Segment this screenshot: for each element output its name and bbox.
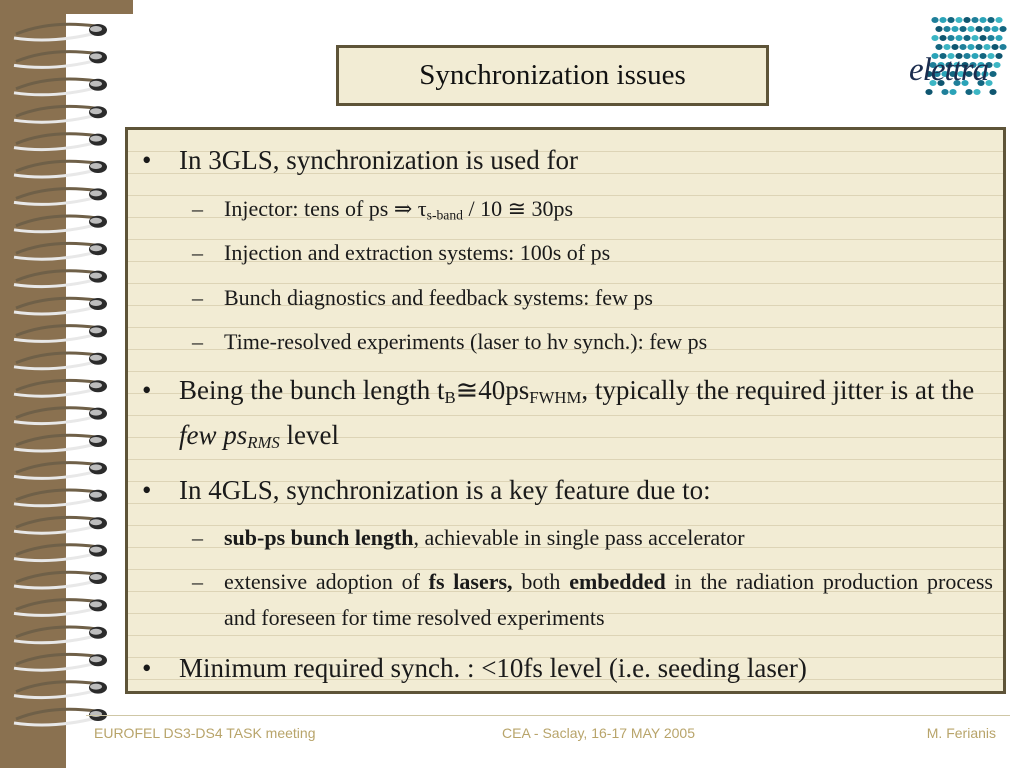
dash-icon: – bbox=[192, 285, 203, 310]
sub-bullet-diagnostics: – Bunch diagnostics and feedback systems: few ps bbox=[192, 280, 993, 316]
slide-title-text: Synchronization issues bbox=[419, 59, 686, 91]
footer-center: CEA - Saclay, 16-17 MAY 2005 bbox=[502, 725, 695, 741]
footer-left: EUROFEL DS3-DS4 TASK meeting bbox=[94, 725, 316, 741]
bullet-4gls: • In 4GLS, synchronization is a key feature due to: bbox=[142, 468, 993, 513]
footer-divider bbox=[86, 715, 1010, 716]
bullet-bunch-length: • Being the bunch length $t_B≅40ps_{FWHM}$, typically the required jitter is at the few $ps_{RMS}$ level bbox=[142, 368, 993, 458]
bullet-icon: • bbox=[142, 475, 152, 505]
bullet-icon: • bbox=[142, 375, 152, 405]
footer-right: M. Ferianis bbox=[926, 725, 996, 741]
content-panel bbox=[125, 127, 1006, 694]
bullet-icon: • bbox=[142, 653, 152, 683]
dash-icon: – bbox=[192, 329, 203, 354]
sub-bullet-sub-ps: – sub-ps bunch length, achievable in single pass accelerator bbox=[192, 520, 993, 556]
dash-icon: – bbox=[192, 525, 203, 550]
sub-bullet-injector: – Injector: tens of ps ⇒ $\tau_{s-band} / 10$ ≅ 30ps bbox=[192, 191, 993, 227]
slide-title bbox=[336, 45, 769, 106]
sub-bullet-injection: – Injection and extraction systems: 100s of ps bbox=[192, 235, 993, 271]
bullet-3gls: • In 3GLS, synchronization is used for bbox=[142, 138, 993, 183]
bullet-minimum-synch: • Minimum required synch. : <10fs level (i.e. seeding laser) bbox=[142, 646, 993, 691]
bullet-icon: • bbox=[142, 145, 152, 175]
spiral-coils-icon bbox=[0, 0, 133, 768]
sub-bullet-fs-lasers: – extensive adoption of fs lasers, both embedded in the radiation production process and foreseen for time resolved experiments bbox=[192, 564, 993, 636]
dash-icon: – bbox=[192, 569, 203, 594]
double-arrow-icon: ⇒ bbox=[393, 196, 413, 221]
logo-text: elettra bbox=[909, 52, 989, 88]
dash-icon: – bbox=[192, 240, 203, 265]
sub-bullet-time-resolved: – Time-resolved experiments (laser to hν synch.): few ps bbox=[192, 324, 993, 360]
dash-icon: – bbox=[192, 196, 203, 221]
